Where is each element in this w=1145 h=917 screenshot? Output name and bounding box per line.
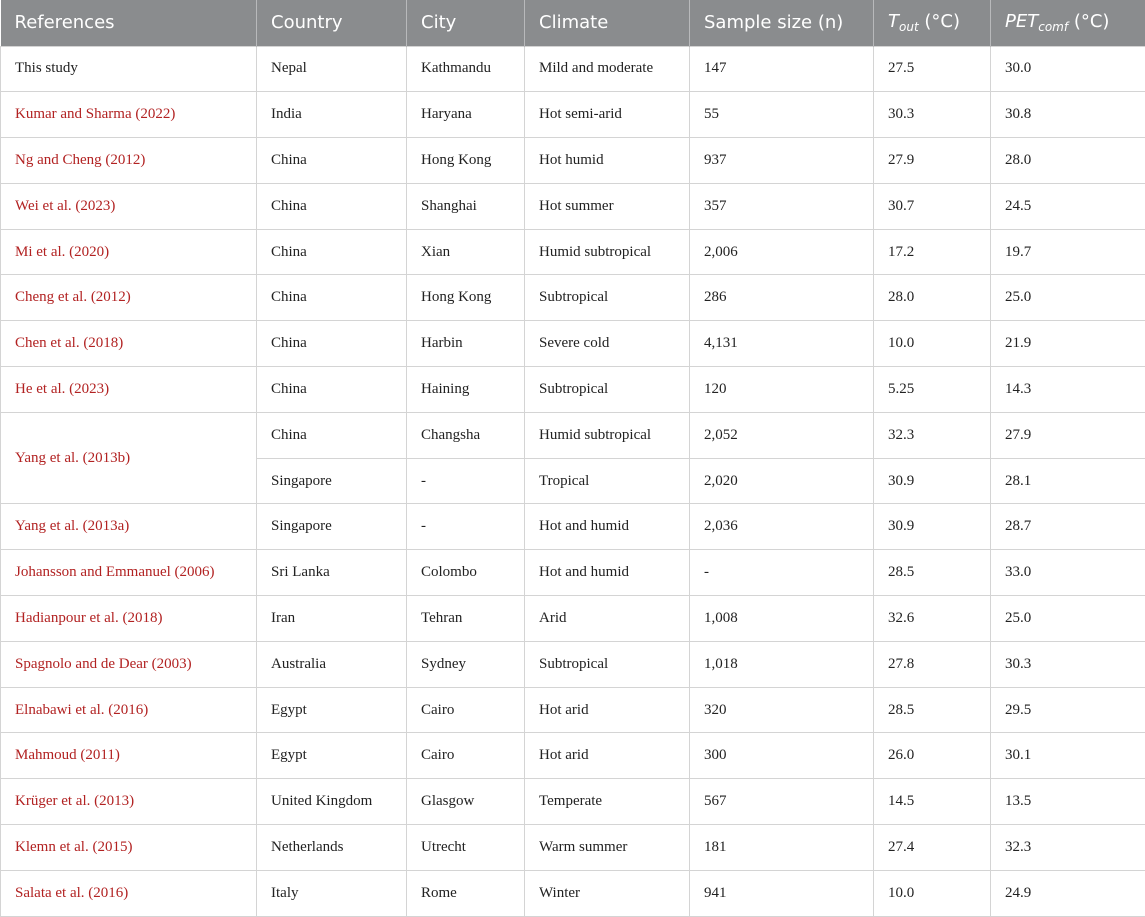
cell-reference-link[interactable]: Spagnolo and de Dear (2003) <box>1 641 257 687</box>
cell-city: Rome <box>407 870 525 916</box>
header-pet-sub: comf <box>1038 20 1068 34</box>
cell-climate: Hot arid <box>525 687 690 733</box>
cell-reference-link[interactable]: Cheng et al. (2012) <box>1 275 257 321</box>
cell-city: Cairo <box>407 733 525 779</box>
cell-sample-size: 2,006 <box>690 229 874 275</box>
cell-pet-comf: 24.5 <box>991 183 1145 229</box>
cell-tout: 27.4 <box>874 825 991 871</box>
table-row <box>1 687 1145 733</box>
cell-tout: 27.5 <box>874 46 991 92</box>
cell-tout: 32.6 <box>874 596 991 642</box>
cell-country: Nepal <box>257 46 407 92</box>
cell-climate: Temperate <box>525 779 690 825</box>
cell-reference-link[interactable]: Ng and Cheng (2012) <box>1 138 257 184</box>
cell-city: Xian <box>407 229 525 275</box>
cell-climate: Hot semi-arid <box>525 92 690 138</box>
cell-tout: 10.0 <box>874 870 991 916</box>
cell-reference-link[interactable]: Mi et al. (2020) <box>1 229 257 275</box>
cell-country: China <box>257 367 407 413</box>
header-sample-size: Sample size (n) <box>690 0 874 46</box>
cell-tout: 30.7 <box>874 183 991 229</box>
cell-tout: 30.9 <box>874 504 991 550</box>
cell-city: Haining <box>407 367 525 413</box>
cell-tout: 28.5 <box>874 687 991 733</box>
cell-climate: Warm summer <box>525 825 690 871</box>
cell-pet-comf: 29.5 <box>991 687 1145 733</box>
table-row <box>1 504 1145 550</box>
table-row <box>1 641 1145 687</box>
cell-climate: Winter <box>525 870 690 916</box>
cell-city: - <box>407 504 525 550</box>
cell-reference-link[interactable]: Klemn et al. (2015) <box>1 825 257 871</box>
table-row <box>1 596 1145 642</box>
cell-sample-size: 941 <box>690 870 874 916</box>
cell-sample-size: 1,018 <box>690 641 874 687</box>
cell-pet-comf: 30.3 <box>991 641 1145 687</box>
cell-sample-size: 2,036 <box>690 504 874 550</box>
table-row <box>1 733 1145 779</box>
header-references: References <box>1 0 257 46</box>
cell-reference-link[interactable]: Yang et al. (2013b) <box>1 412 257 504</box>
header-tout-unit: (°C) <box>919 11 960 32</box>
cell-pet-comf: 30.8 <box>991 92 1145 138</box>
cell-reference-link[interactable]: Krüger et al. (2013) <box>1 779 257 825</box>
cell-sample-size: 2,020 <box>690 458 874 504</box>
cell-sample-size: 286 <box>690 275 874 321</box>
cell-reference-link[interactable]: Hadianpour et al. (2018) <box>1 596 257 642</box>
cell-pet-comf: 28.1 <box>991 458 1145 504</box>
cell-city: Changsha <box>407 412 525 458</box>
header-pet-main: PET <box>1005 11 1038 32</box>
table-row <box>1 229 1145 275</box>
cell-country: India <box>257 92 407 138</box>
header-row <box>1 0 1145 46</box>
cell-city: Cairo <box>407 687 525 733</box>
cell-reference-link[interactable]: Salata et al. (2016) <box>1 870 257 916</box>
cell-reference: This study <box>1 46 257 92</box>
cell-city: Shanghai <box>407 183 525 229</box>
cell-pet-comf: 25.0 <box>991 596 1145 642</box>
cell-city: Sydney <box>407 641 525 687</box>
cell-climate: Severe cold <box>525 321 690 367</box>
cell-reference-link[interactable]: Johansson and Emmanuel (2006) <box>1 550 257 596</box>
cell-climate: Humid subtropical <box>525 412 690 458</box>
cell-climate: Mild and moderate <box>525 46 690 92</box>
cell-tout: 32.3 <box>874 412 991 458</box>
cell-tout: 28.0 <box>874 275 991 321</box>
table-row <box>1 138 1145 184</box>
header-country: Country <box>257 0 407 46</box>
header-tout-main: T <box>888 11 899 32</box>
cell-tout: 17.2 <box>874 229 991 275</box>
cell-reference-link[interactable]: Chen et al. (2018) <box>1 321 257 367</box>
cell-reference-link[interactable]: Elnabawi et al. (2016) <box>1 687 257 733</box>
cell-reference-link[interactable]: He et al. (2023) <box>1 367 257 413</box>
header-tout-sub: out <box>899 20 919 34</box>
cell-pet-comf: 32.3 <box>991 825 1145 871</box>
cell-climate: Hot and humid <box>525 504 690 550</box>
cell-reference-link[interactable]: Wei et al. (2023) <box>1 183 257 229</box>
table-row <box>1 367 1145 413</box>
cell-tout: 14.5 <box>874 779 991 825</box>
table-row <box>1 412 1145 458</box>
cell-pet-comf: 21.9 <box>991 321 1145 367</box>
cell-sample-size: 937 <box>690 138 874 184</box>
cell-climate: Subtropical <box>525 275 690 321</box>
cell-climate: Subtropical <box>525 641 690 687</box>
cell-city: Glasgow <box>407 779 525 825</box>
cell-city: Hong Kong <box>407 138 525 184</box>
table-row <box>1 825 1145 871</box>
cell-tout: 28.5 <box>874 550 991 596</box>
cell-pet-comf: 19.7 <box>991 229 1145 275</box>
cell-tout: 10.0 <box>874 321 991 367</box>
cell-sample-size: 320 <box>690 687 874 733</box>
cell-country: Iran <box>257 596 407 642</box>
cell-pet-comf: 33.0 <box>991 550 1145 596</box>
cell-city: - <box>407 458 525 504</box>
table-row <box>1 183 1145 229</box>
cell-city: Haryana <box>407 92 525 138</box>
cell-pet-comf: 30.0 <box>991 46 1145 92</box>
cell-sample-size: - <box>690 550 874 596</box>
cell-country: Singapore <box>257 458 407 504</box>
cell-tout: 5.25 <box>874 367 991 413</box>
cell-city: Hong Kong <box>407 275 525 321</box>
cell-country: Australia <box>257 641 407 687</box>
cell-country: China <box>257 138 407 184</box>
cell-climate: Hot humid <box>525 138 690 184</box>
cell-pet-comf: 13.5 <box>991 779 1145 825</box>
cell-tout: 30.9 <box>874 458 991 504</box>
table-row <box>1 46 1145 92</box>
cell-country: Italy <box>257 870 407 916</box>
cell-country: China <box>257 275 407 321</box>
cell-tout: 27.8 <box>874 641 991 687</box>
header-pet-comf <box>991 0 1145 46</box>
table-row <box>1 550 1145 596</box>
table-row <box>1 92 1145 138</box>
header-climate: Climate <box>525 0 690 46</box>
cell-tout: 26.0 <box>874 733 991 779</box>
cell-country: China <box>257 321 407 367</box>
cell-sample-size: 120 <box>690 367 874 413</box>
cell-climate: Hot summer <box>525 183 690 229</box>
table-row <box>1 321 1145 367</box>
cell-climate: Arid <box>525 596 690 642</box>
cell-reference-link[interactable]: Kumar and Sharma (2022) <box>1 92 257 138</box>
cell-country: United Kingdom <box>257 779 407 825</box>
table-row <box>1 870 1145 916</box>
cell-climate: Hot arid <box>525 733 690 779</box>
cell-pet-comf: 28.0 <box>991 138 1145 184</box>
cell-sample-size: 4,131 <box>690 321 874 367</box>
cell-city: Tehran <box>407 596 525 642</box>
header-city: City <box>407 0 525 46</box>
cell-climate: Hot and humid <box>525 550 690 596</box>
table-row <box>1 275 1145 321</box>
cell-sample-size: 55 <box>690 92 874 138</box>
cell-country: Singapore <box>257 504 407 550</box>
cell-pet-comf: 30.1 <box>991 733 1145 779</box>
cell-city: Kathmandu <box>407 46 525 92</box>
table-body <box>1 46 1145 916</box>
cell-city: Colombo <box>407 550 525 596</box>
cell-sample-size: 357 <box>690 183 874 229</box>
cell-sample-size: 147 <box>690 46 874 92</box>
header-tout <box>874 0 991 46</box>
table-header <box>1 0 1145 46</box>
cell-country: Egypt <box>257 687 407 733</box>
cell-city: Harbin <box>407 321 525 367</box>
cell-country: Netherlands <box>257 825 407 871</box>
cell-country: China <box>257 229 407 275</box>
cell-country: Sri Lanka <box>257 550 407 596</box>
cell-country: China <box>257 183 407 229</box>
cell-country: China <box>257 412 407 458</box>
cell-pet-comf: 27.9 <box>991 412 1145 458</box>
cell-country: Egypt <box>257 733 407 779</box>
cell-climate: Tropical <box>525 458 690 504</box>
cell-tout: 27.9 <box>874 138 991 184</box>
cell-reference-link[interactable]: Mahmoud (2011) <box>1 733 257 779</box>
cell-tout: 30.3 <box>874 92 991 138</box>
cell-pet-comf: 28.7 <box>991 504 1145 550</box>
cell-reference-link[interactable]: Yang et al. (2013a) <box>1 504 257 550</box>
table-row <box>1 779 1145 825</box>
cell-climate: Subtropical <box>525 367 690 413</box>
cell-pet-comf: 14.3 <box>991 367 1145 413</box>
cell-sample-size: 181 <box>690 825 874 871</box>
cell-pet-comf: 25.0 <box>991 275 1145 321</box>
cell-sample-size: 567 <box>690 779 874 825</box>
header-pet-unit: (°C) <box>1068 11 1109 32</box>
cell-sample-size: 300 <box>690 733 874 779</box>
cell-city: Utrecht <box>407 825 525 871</box>
cell-sample-size: 2,052 <box>690 412 874 458</box>
cell-pet-comf: 24.9 <box>991 870 1145 916</box>
cell-sample-size: 1,008 <box>690 596 874 642</box>
cell-climate: Humid subtropical <box>525 229 690 275</box>
